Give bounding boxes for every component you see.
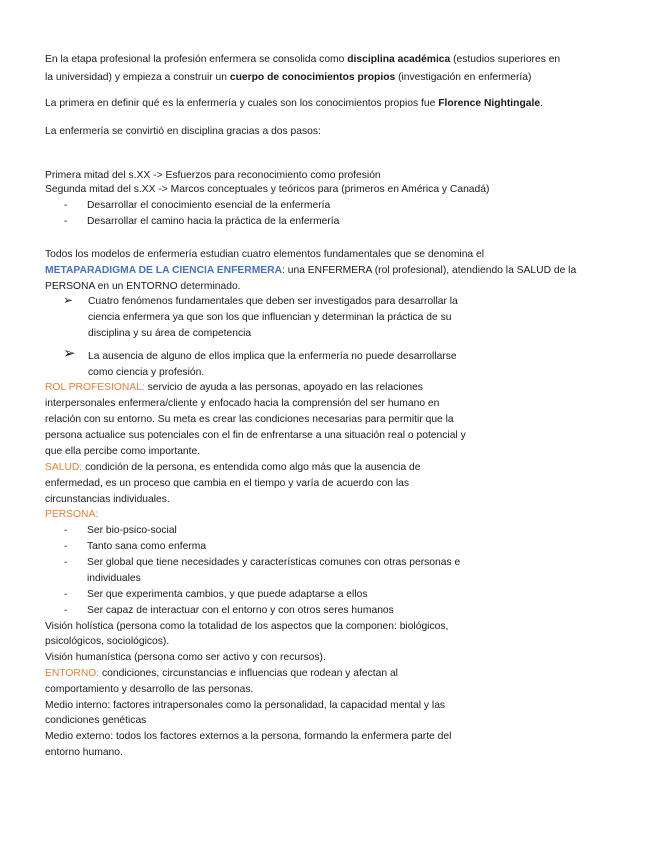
- list-item: Ser bio-psico-social: [87, 525, 177, 536]
- dash-bullet-icon: -: [64, 200, 68, 211]
- rol-line: que ella percibe como importante.: [45, 446, 201, 457]
- arrow-bullet-icon: ➢: [63, 345, 76, 362]
- paragraph-1-line-1: En la etapa profesional la profesión enfermera se consolida como disciplina académica (estudios superiores en: [45, 54, 561, 65]
- entorno-label: ENTORNO:: [45, 668, 100, 679]
- dash-bullet-icon: -: [64, 525, 68, 536]
- rol-line: ROL PROFESIONAL: servicio de ayuda a las personas, apoyado en las relaciones: [45, 382, 423, 393]
- step-line: Primera mitad del s.XX -> Esfuerzos para reconocimiento como profesión: [45, 170, 381, 181]
- list-item-continuation: individuales: [87, 573, 141, 584]
- list-item: Desarrollar el camino hacia la práctica de la enfermería: [87, 216, 340, 227]
- paragraph-2: La primera en definir qué es la enfermería y cuales son los conocimientos propios fue Florence Nightingale.: [45, 98, 543, 109]
- list-item: Tanto sana como enferma: [87, 541, 207, 552]
- list-item: Ser global que tiene necesidades y características comunes con otras personas e: [87, 557, 461, 568]
- paragraph-4-line-3: PERSONA en un ENTORNO determinado.: [45, 281, 241, 292]
- vision-humanistica: Visión humanística (persona como ser activo y con recursos).: [45, 652, 326, 663]
- medio-interno-line: Medio interno: factores intrapersonales como la personalidad, la capacidad mental y las: [45, 700, 446, 711]
- salud-label: SALUD:: [45, 462, 83, 473]
- paragraph-4-line-2: METAPARADIGMA DE LA CIENCIA ENFERMERA: una ENFERMERA (rol profesional), atendiendo la SALUD de la: [45, 265, 577, 276]
- rol-line: persona actualice sus potenciales con el fin de enfrentarse a una situación real o potencial y: [45, 430, 466, 441]
- list-item: Ser que experimenta cambios, y que puede adaptarse a ellos: [87, 589, 368, 600]
- entorno-line: comportamiento y desarrollo de las personas.: [45, 684, 254, 695]
- dash-bullet-icon: -: [64, 541, 68, 552]
- rol-line: relación con su entorno. Su meta es crear las condiciones necesarias para permitir que la: [45, 414, 454, 425]
- salud-line: SALUD: condición de la persona, es entendida como algo más que la ausencia de: [45, 462, 421, 473]
- list-item: Ser capaz de interactuar con el entorno y con otros seres humanos: [87, 605, 394, 616]
- dash-bullet-icon: -: [64, 605, 68, 616]
- paragraph-3: La enfermería se convirtió en disciplina gracias a dos pasos:: [45, 126, 321, 137]
- medio-externo-line: Medio externo: todos los factores externos a la persona, formando la enfermera parte del: [45, 731, 452, 742]
- vision-holistica-line: Visión holística (persona como la totalidad de los aspectos que la componen: biológicos,: [45, 621, 449, 632]
- arrow-bullet-icon: ➢: [63, 293, 74, 307]
- step-line: Segunda mitad del s.XX -> Marcos conceptuales y teóricos para (primeros en América y Canadá): [45, 184, 490, 195]
- medio-externo-line: entorno humano.: [45, 747, 123, 758]
- arrow-item-line: disciplina y su área de competencia: [88, 328, 252, 339]
- dash-bullet-icon: -: [64, 216, 68, 227]
- metaparadigma-term: METAPARADIGMA DE LA CIENCIA ENFERMERA: [45, 265, 283, 276]
- dash-bullet-icon: -: [64, 589, 68, 600]
- arrow-item-line: como ciencia y profesión.: [88, 367, 205, 378]
- medio-interno-line: condiciones genéticas: [45, 715, 147, 726]
- paragraph-1-line-2: la universidad) y empieza a construir un cuerpo de conocimientos propios (investigación en enfermería): [45, 72, 532, 83]
- persona-label: PERSONA:: [45, 509, 99, 520]
- entorno-line: ENTORNO: condiciones, circunstancias e influencias que rodean y afectan al: [45, 668, 398, 679]
- arrow-item-line: Cuatro fenómenos fundamentales que deben ser investigados para desarrollar la: [88, 296, 458, 307]
- salud-line: circunstancias individuales.: [45, 494, 170, 505]
- vision-holistica-line: psicológicos, sociológicos).: [45, 636, 170, 647]
- dash-bullet-icon: -: [64, 557, 68, 568]
- arrow-item-line: ciencia enfermera ya que son los que influencian y determinan la práctica de su: [88, 312, 452, 323]
- paragraph-4-line-1: Todos los modelos de enfermería estudian cuatro elementos fundamentales que se denomina el: [45, 249, 485, 260]
- rol-line: interpersonales enfermera/cliente y enfocado hacia la comprensión del ser humano en: [45, 398, 440, 409]
- list-item: Desarrollar el conocimiento esencial de la enfermería: [87, 200, 331, 211]
- salud-line: enfermedad, es un proceso que cambia en el tiempo y varía de acuerdo con las: [45, 478, 410, 489]
- rol-label: ROL PROFESIONAL:: [45, 382, 145, 393]
- arrow-item-line: La ausencia de alguno de ellos implica que la enfermería no puede desarrollarse: [88, 351, 457, 362]
